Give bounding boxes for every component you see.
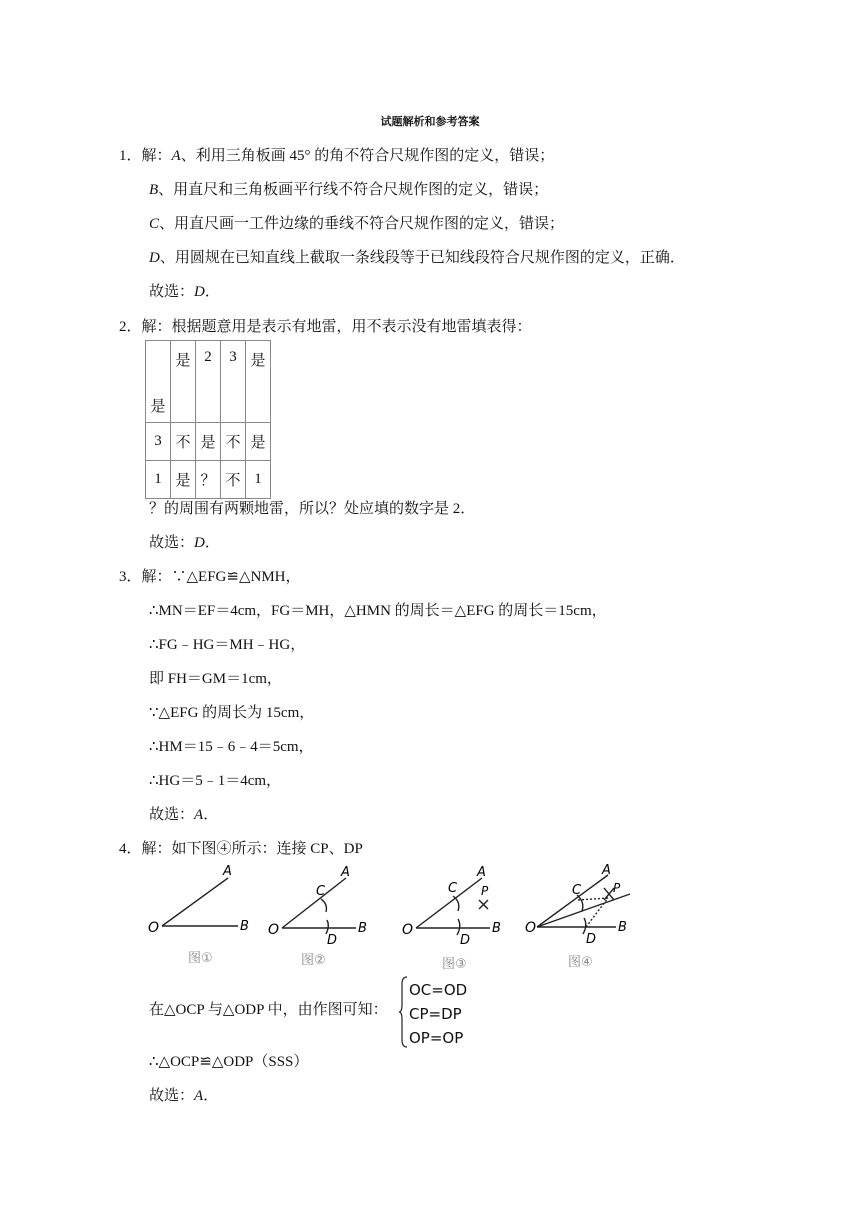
page-title: 试题解析和参考答案 bbox=[380, 115, 480, 128]
equation: OC=OD bbox=[409, 981, 468, 999]
q1-answer: 故选：D． bbox=[149, 284, 220, 300]
table-cell: 是 bbox=[146, 341, 171, 423]
table-cell: 不 bbox=[171, 423, 196, 461]
fig3-point-a: A bbox=[477, 865, 486, 880]
fig4-point-o: O bbox=[525, 920, 537, 936]
q3-answer: 故选：A． bbox=[149, 807, 219, 823]
q3-line-6: ∴HM＝15﹣6﹣4＝5cm， bbox=[149, 739, 314, 755]
fig4-point-c: C bbox=[572, 883, 582, 898]
fig1-point-o: O bbox=[148, 920, 160, 936]
equation: CP=DP bbox=[409, 1005, 462, 1023]
fig4-point-d: D bbox=[586, 932, 597, 947]
equation: OP=OP bbox=[409, 1029, 464, 1047]
table-cell: 不 bbox=[221, 423, 246, 461]
table-cell: 不 bbox=[221, 461, 246, 499]
fig4-point-a: A bbox=[602, 863, 611, 878]
fig2-point-c: C bbox=[316, 884, 326, 899]
q3-line-4: 即 FH＝GM＝1cm， bbox=[149, 671, 282, 687]
fig1-point-b: B bbox=[240, 919, 249, 934]
q4-number: 4． bbox=[119, 841, 142, 857]
q3-number: 3． bbox=[119, 569, 142, 585]
q2-intro: 2．解：根据题意用是表示有地雷，用不表示没有地雷填表得： bbox=[119, 319, 532, 335]
q1-line-c: C、用直尺画一工件边缘的垂线不符合尺规作图的定义，错误； bbox=[149, 216, 565, 232]
q4-conclusion: ∴△OCP≌△ODP（SSS） bbox=[149, 1054, 309, 1070]
figure-1 bbox=[162, 878, 238, 926]
equation-system bbox=[409, 978, 467, 1050]
q3-line-3: ∴FG﹣HG＝MH﹣HG， bbox=[149, 637, 306, 653]
table-cell: 1 bbox=[246, 461, 271, 499]
minesweeper-table bbox=[145, 340, 271, 499]
fig1-point-a: A bbox=[223, 864, 232, 879]
fig4-point-b: B bbox=[618, 920, 627, 935]
table-cell: 3 bbox=[146, 423, 171, 461]
q1-line-d: D、用圆规在已知直线上截取一条线段等于已知线段符合尺规作图的定义，正确． bbox=[149, 250, 685, 266]
fig1-caption: 图① bbox=[188, 951, 213, 966]
fig2-point-d: D bbox=[327, 933, 338, 948]
table-cell: 是 bbox=[246, 341, 271, 423]
fig2-point-o: O bbox=[268, 922, 280, 938]
q2-number: 2． bbox=[119, 319, 142, 335]
table-cell: ？ bbox=[196, 461, 221, 499]
fig2-caption: 图② bbox=[301, 953, 326, 968]
q4-answer: 故选：A． bbox=[149, 1088, 219, 1104]
table-cell: 是 bbox=[171, 341, 196, 423]
fig3-point-p: P bbox=[481, 884, 489, 898]
left-brace-icon bbox=[399, 976, 409, 1048]
fig3-point-c: C bbox=[448, 881, 458, 896]
q1-number: 1． bbox=[119, 148, 142, 164]
table-row bbox=[146, 341, 271, 423]
q3-line-5: ∵△EFG 的周长为 15cm， bbox=[149, 705, 315, 721]
table-row bbox=[146, 423, 271, 461]
fig2-point-a: A bbox=[341, 865, 350, 880]
table-cell: 3 bbox=[221, 341, 246, 423]
table-cell: 是 bbox=[196, 423, 221, 461]
table-cell: 是 bbox=[246, 423, 271, 461]
q3-line-7: ∴HG＝5﹣1＝4cm， bbox=[149, 773, 282, 789]
fig3-point-d: D bbox=[460, 933, 471, 948]
q1-line-a: 1．解：A、利用三角板画 45° 的角不符合尺规作图的定义，错误； bbox=[119, 148, 555, 164]
table-row bbox=[146, 461, 271, 499]
fig4-point-p: P bbox=[613, 881, 621, 895]
q2-explanation: ？的周围有两颗地雷，所以？处应填的数字是 2． bbox=[149, 501, 476, 517]
q4-condition: 在△OCP 与△ODP 中，由作图可知： bbox=[149, 1002, 388, 1018]
q3-line-2: ∴MN＝EF＝4cm，FG＝MH，△HMN 的周长＝△EFG 的周长＝15cm， bbox=[149, 603, 607, 619]
q2-answer: 故选：D． bbox=[149, 535, 220, 551]
q3-line-1: 3．解：∵△EFG≌△NMH， bbox=[119, 569, 301, 585]
fig2-point-b: B bbox=[358, 921, 367, 936]
fig4-caption: 图④ bbox=[568, 955, 593, 970]
table-cell: 是 bbox=[171, 461, 196, 499]
q1-line-b: B、用直尺和三角板画平行线不符合尺规作图的定义，错误； bbox=[149, 182, 549, 198]
construction-figures bbox=[140, 862, 650, 974]
fig3-point-b: B bbox=[492, 921, 501, 936]
q4-intro: 4．解：如下图④所示：连接 CP、DP bbox=[119, 841, 363, 857]
table-cell: 1 bbox=[146, 461, 171, 499]
fig3-point-o: O bbox=[402, 922, 414, 938]
fig3-caption: 图③ bbox=[442, 957, 467, 972]
table-cell: 2 bbox=[196, 341, 221, 423]
